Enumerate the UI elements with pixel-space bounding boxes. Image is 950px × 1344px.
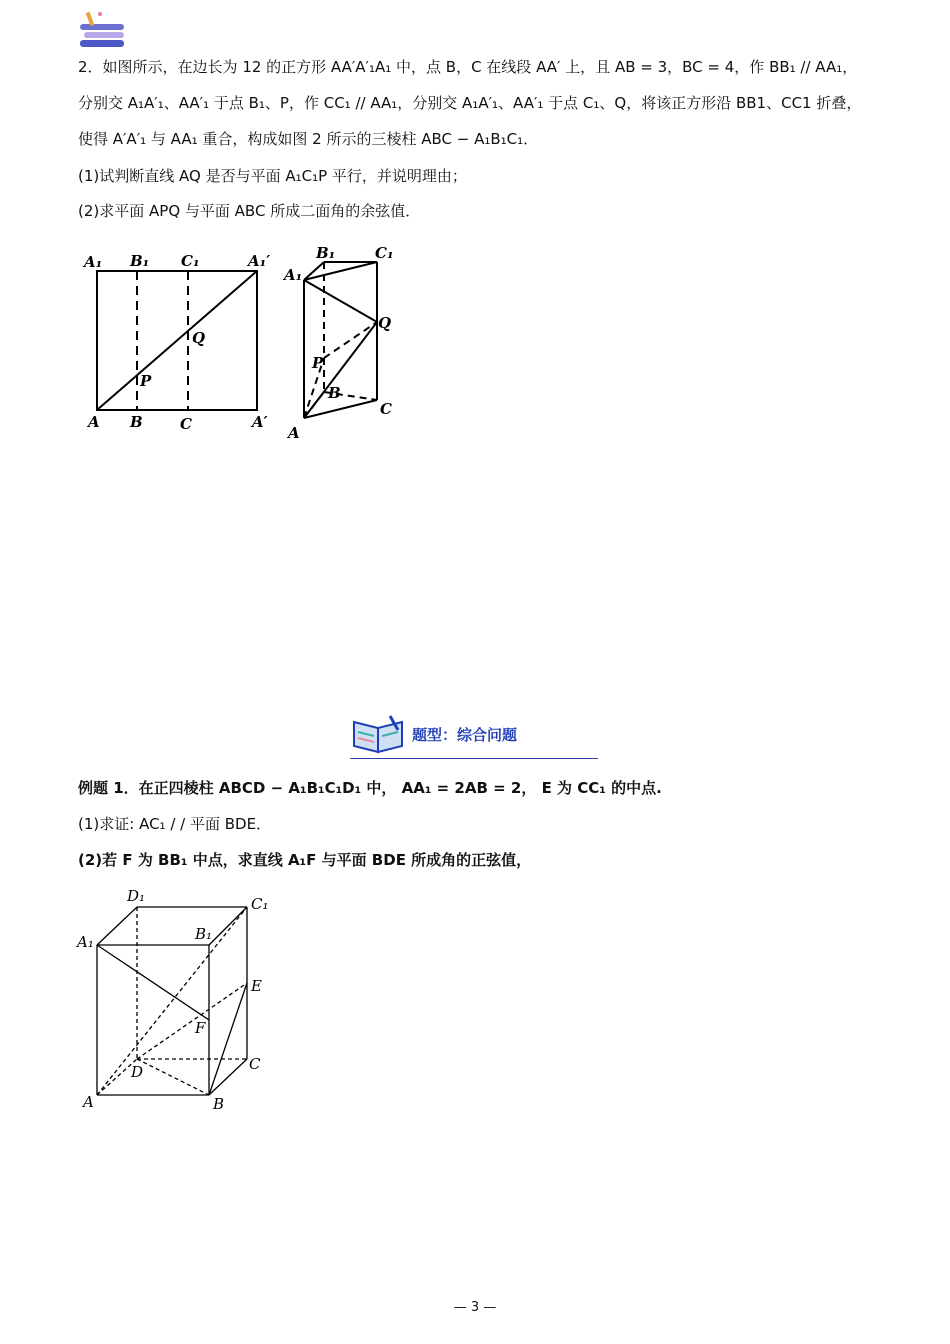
example1-question2: (2)若 F 为 BB₁ 中点，求直线 A₁F 与平面 BDE 所成角的正弦值， [78,851,532,869]
problem2-question1: (1)试判断直线 AQ 是否与平面 A₁C₁P 平行，并说明理由； [78,167,467,185]
label-C1: C₁ [181,252,200,270]
label-A1: A₁ [77,933,94,951]
section-underline [350,758,598,759]
label-A1: A₁ [84,253,103,271]
label-E: E [251,977,262,995]
label-B1: B₁ [195,925,213,943]
problem2-line2: 分别交 A₁A′₁、AA′₁ 于点 B₁、P，作 CC₁ // AA₁，分别交 A₁A′₁、AA′₁ 于点 C₁、Q，将该正方形沿 BB1、CC1 折叠， [78,94,862,112]
label-A-prime: A′ [252,413,268,431]
label-A: A [88,413,100,431]
figure3-prism-diagram [75,885,285,1115]
label-C1: C₁ [251,895,269,913]
label-A1-prime: A₁′ [248,252,271,270]
label-B: B [213,1095,225,1113]
books-pencil-icon [78,10,128,52]
label-C: C [180,415,192,433]
section-heading [350,712,600,762]
label-F: F [195,1019,206,1037]
label-C1: C₁ [375,244,394,262]
section-title: 题型：综合问题 [412,726,518,744]
label-B: B [328,384,341,402]
open-book-icon [350,712,406,754]
figure1-square-diagram [80,245,290,440]
label-Q: Q [192,329,206,347]
header-logo [78,10,128,52]
label-D: D [131,1063,144,1081]
example1-line1: 例题 1．在正四棱柱 ABCD − A₁B₁C₁D₁ 中， AA₁ = 2AB = 2， E 为 CC₁ 的中点. [78,779,662,797]
page-number: — 3 — [453,1300,497,1315]
label-P: P [140,372,152,390]
problem2-question2: (2)求平面 APQ 与平面 ABC 所成二面角的余弦值． [78,202,421,220]
problem2-line3: 使得 A′A′₁ 与 AA₁ 重合，构成如图 2 所示的三棱柱 ABC − A₁B₁C₁． [78,130,539,148]
label-P: P [312,354,324,372]
example1-question1: (1)求证: AC₁ / / 平面 BDE． [78,815,272,833]
label-B1: B₁ [130,252,150,270]
problem2-line1: 2．如图所示，在边长为 12 的正方形 AA′A′₁A₁ 中，点 B，C 在线段 AA′ 上，且 AB = 3，BC = 4，作 BB₁ // AA₁， [78,58,858,76]
label-A: A [288,424,300,442]
label-D1: D₁ [127,887,146,905]
label-B1: B₁ [316,244,336,262]
label-A: A [83,1093,94,1111]
label-C: C [380,400,392,418]
label-Q: Q [378,314,392,332]
label-A1: A₁ [284,266,303,284]
figure2-prism-diagram [280,240,410,445]
label-C: C [249,1055,261,1073]
diagonal-AQ [97,271,257,410]
label-B: B [130,413,143,431]
